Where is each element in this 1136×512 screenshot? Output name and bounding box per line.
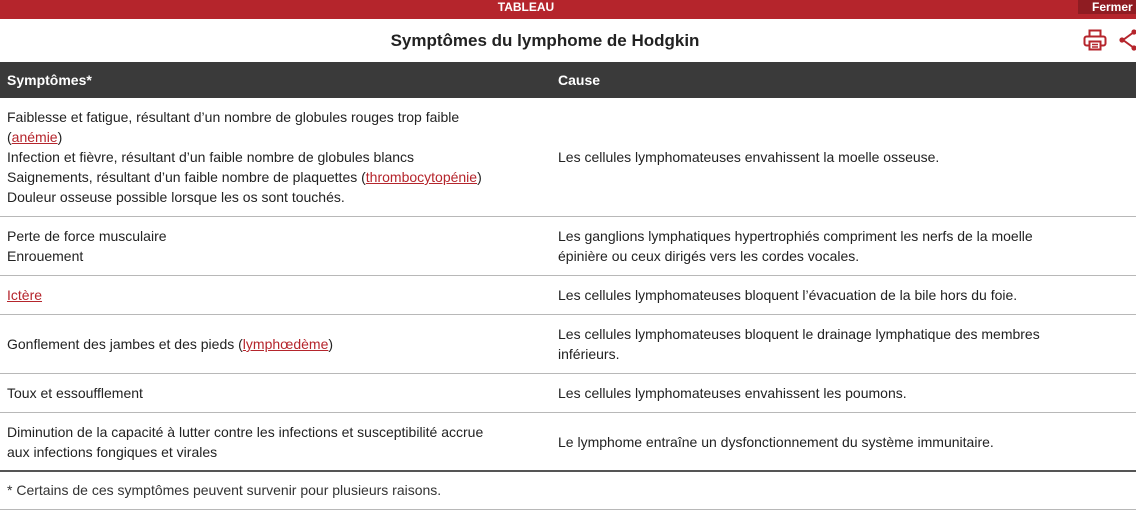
modal-title: TABLEAU: [497, 0, 555, 14]
text-fragment: ): [477, 169, 482, 185]
cause-cell: [558, 98, 1118, 216]
symptom-line: Douleur osseuse possible lorsque les os sont touchés.: [7, 189, 345, 205]
footnote-divider: [0, 509, 1136, 510]
link-lymphoedeme[interactable]: lymphœdème: [242, 336, 329, 352]
table-row: [0, 98, 1136, 217]
cause-cell: [558, 413, 1118, 470]
table-row: [0, 315, 1136, 374]
table-title: Symptômes du lymphome de Hodgkin: [390, 31, 700, 50]
cause-cell: [558, 217, 1118, 275]
title-row: [0, 19, 1136, 62]
link-thrombocytopenie[interactable]: thrombocytopénie: [365, 169, 478, 185]
symptom-line: Toux et essoufflement: [7, 385, 143, 401]
cause-text: Les cellules lymphomateuses envahissent les poumons.: [558, 385, 907, 401]
cause-cell: [558, 315, 1118, 373]
text-fragment: Saignements, résultant d’un faible nombre de plaquettes (: [7, 169, 366, 185]
cause-line: inférieurs.: [558, 346, 620, 362]
cause-cell: [558, 276, 1118, 314]
table-row: [0, 276, 1136, 315]
table-row: [0, 374, 1136, 413]
symptom-line: Diminution de la capacité à lutter contre les infections et susceptibilité accrue: [7, 423, 484, 440]
symptom-cell: [7, 315, 547, 373]
symptom-line: Faiblesse et fatigue, résultant d’un nombre de globules rouges trop faible: [7, 109, 460, 125]
cause-line: épinière ou ceux dirigés vers les cordes vocales.: [558, 248, 860, 264]
symptom-cell: [7, 98, 547, 216]
share-icon[interactable]: [1118, 28, 1136, 52]
header-symptoms: Symptômes*: [7, 72, 92, 88]
symptom-line: Perte de force musculaire: [7, 228, 167, 244]
cause-text: [558, 324, 1040, 364]
text-fragment: ): [57, 129, 63, 145]
cause-line: Les cellules lymphomateuses bloquent le drainage lymphatique des membres: [558, 326, 1040, 342]
symptom-line: [7, 167, 547, 187]
symptom-line: [7, 127, 547, 147]
close-button[interactable]: Fermer: [1078, 0, 1136, 14]
cause-text: Le lymphome entraîne un dysfonctionnement du système immunitaire.: [558, 433, 994, 450]
text-fragment: (: [7, 129, 12, 145]
cause-line: Les ganglions lymphatiques hypertrophiés compriment les nerfs de la moelle: [558, 228, 1033, 244]
cause-text: [558, 226, 1033, 266]
symptom-line: Enrouement: [7, 248, 84, 264]
symptom-line: [7, 285, 547, 305]
table-row: [0, 413, 1136, 472]
cause-cell: [558, 374, 1118, 412]
text-fragment: ): [328, 336, 334, 352]
symptom-line: aux infections fongiques et virales: [7, 443, 218, 460]
cause-text: Les cellules lymphomateuses envahissent la moelle osseuse.: [558, 149, 940, 165]
table-footnote: * Certains de ces symptômes peuvent survenir pour plusieurs raisons.: [7, 482, 442, 498]
symptom-cell: [7, 413, 547, 470]
cause-text: Les cellules lymphomateuses bloquent l’évacuation de la bile hors du foie.: [558, 287, 1018, 303]
symptom-line: [7, 334, 547, 354]
link-anemie[interactable]: anémie: [11, 129, 58, 145]
symptom-cell: [7, 217, 547, 275]
table-row: [0, 217, 1136, 276]
symptom-cell: [7, 276, 547, 314]
printer-icon[interactable]: [1083, 29, 1107, 51]
top-bar: [0, 0, 1136, 19]
table-header: [0, 62, 1136, 98]
text-fragment: Gonflement des jambes et des pieds (: [7, 336, 243, 352]
header-cause: Cause: [558, 72, 601, 88]
link-ictere[interactable]: Ictère: [7, 287, 43, 303]
symptom-cell: [7, 374, 547, 412]
symptom-line: Infection et fièvre, résultant d’un faible nombre de globules blancs: [7, 149, 415, 165]
